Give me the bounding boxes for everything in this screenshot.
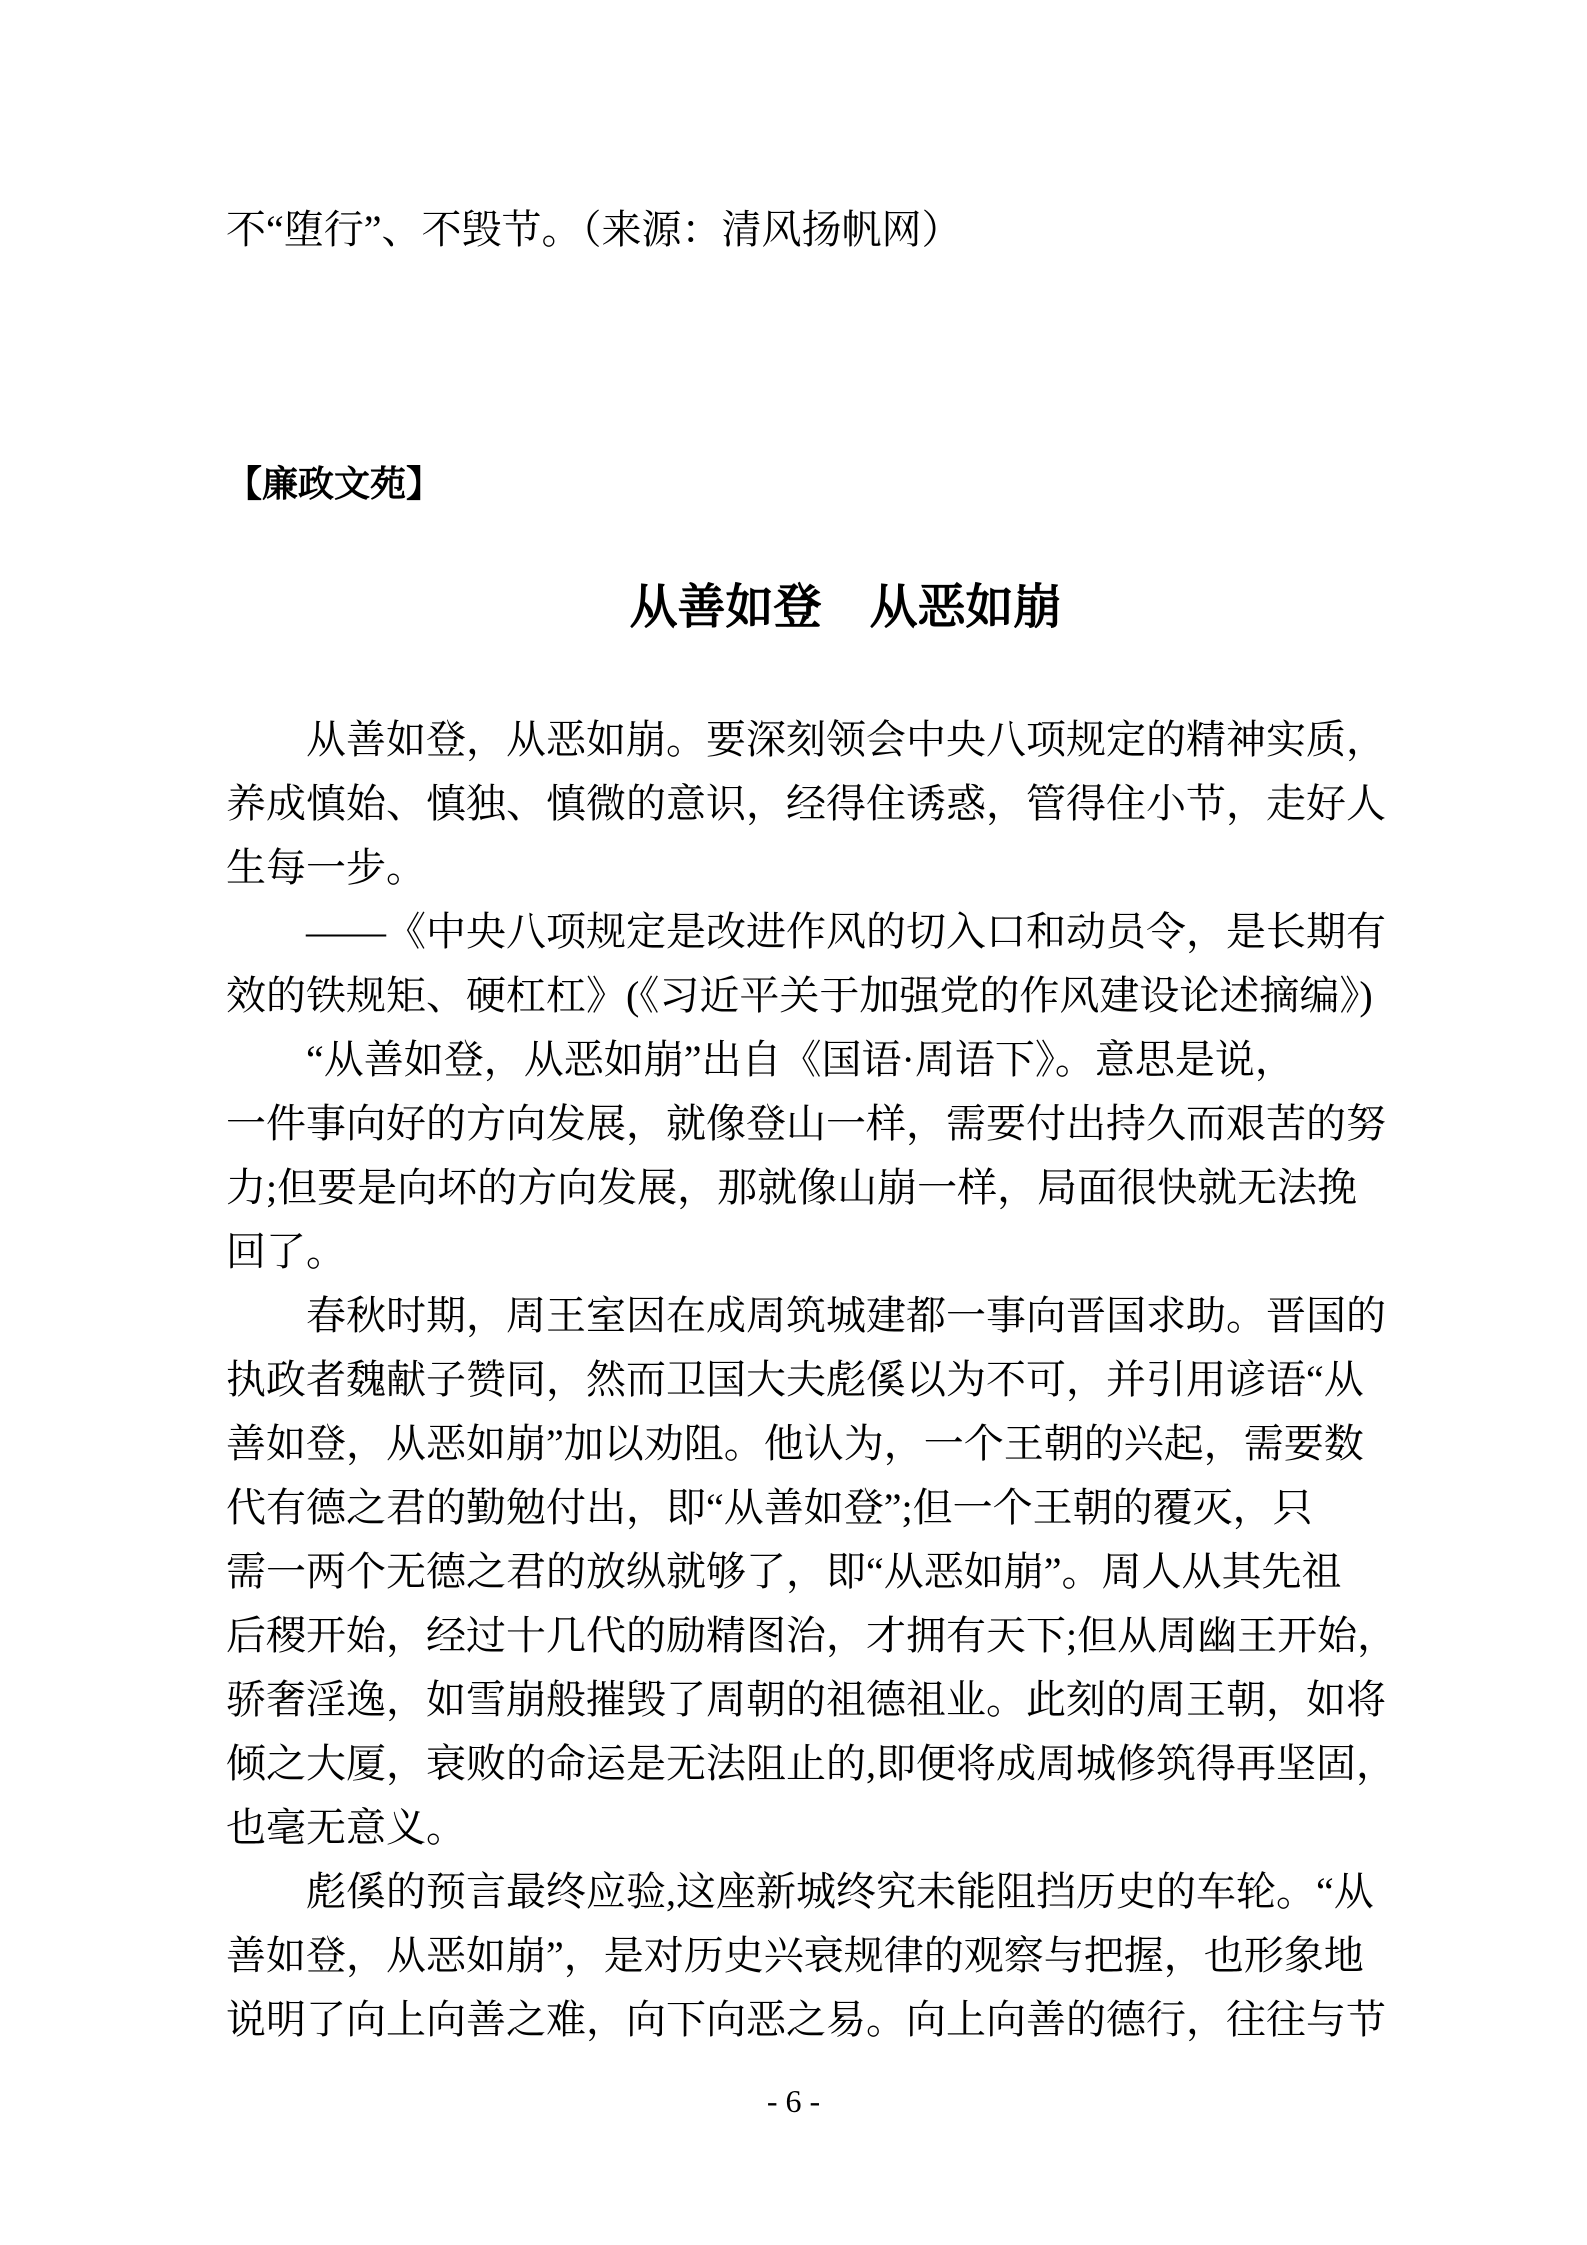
article-body <box>226 708 1397 2052</box>
body-line: 彪傒的预言最终应验,这座新城终究未能阻挡历史的车轮。“从 <box>306 1869 1374 1914</box>
body-line: ——《中央八项规定是改进作风的切入口和动员令，是长期有 <box>306 909 1386 954</box>
body-line: 后稷开始，经过十几代的励精图治，才拥有天下;但从周幽王开始， <box>226 1613 1398 1658</box>
body-line: 代有德之君的勤勉付出，即“从善如登”;但一个王朝的覆灭，只 <box>226 1485 1313 1530</box>
article-title: 从善如登 从恶如崩 <box>629 581 1062 634</box>
continuation-paragraph-line: 不“堕行”、不毁节。（来源：清风扬帆网） <box>226 207 962 252</box>
body-line: 善如登，从恶如崩”，是对历史兴衰规律的观察与把握，也形象地 <box>226 1933 1364 1978</box>
body-line: 养成慎始、慎独、慎微的意识，经得住诱惑，管得住小节，走好人 <box>226 781 1386 826</box>
body-line: 执政者魏献子赞同，然而卫国大夫彪傒以为不可，并引用谚语“从 <box>226 1357 1364 1402</box>
body-line: “从善如登，从恶如崩”出自《国语·周语下》。意思是说， <box>306 1037 1295 1082</box>
body-line: 生每一步。 <box>226 845 426 890</box>
body-line: 一件事向好的方向发展，就像登山一样，需要付出持久而艰苦的努 <box>226 1101 1386 1146</box>
section-header: 【廉政文苑】 <box>226 464 443 504</box>
body-line: 效的铁规矩、硬杠杠》(《习近平关于加强党的作风建设论述摘编》) <box>226 973 1373 1018</box>
body-line: 倾之大厦，衰败的命运是无法阻止的,即便将成周城修筑得再坚固， <box>226 1741 1396 1786</box>
body-line: 骄奢淫逸，如雪崩般摧毁了周朝的祖德祖业。此刻的周王朝，如将 <box>226 1677 1386 1722</box>
body-line: 春秋时期，周王室因在成周筑城建都一事向晋国求助。晋国的 <box>306 1293 1386 1338</box>
page-number: - 6 - <box>766 2083 821 2119</box>
body-line: 说明了向上向善之难，向下向恶之易。向上向善的德行，往往与节 <box>226 1997 1386 2042</box>
body-line: 善如登，从恶如崩”加以劝阻。他认为，一个王朝的兴起，需要数 <box>226 1421 1364 1466</box>
body-line: 力;但要是向坏的方向发展，那就像山崩一样，局面很快就无法挽 <box>226 1165 1358 1210</box>
body-line: 从善如登，从恶如崩。要深刻领会中央八项规定的精神实质， <box>306 717 1386 762</box>
body-line: 也毫无意义。 <box>226 1805 466 1850</box>
body-line: 需一两个无德之君的放纵就够了，即“从恶如崩”。周人从其先祖 <box>226 1549 1342 1594</box>
body-line: 回了。 <box>226 1229 346 1274</box>
